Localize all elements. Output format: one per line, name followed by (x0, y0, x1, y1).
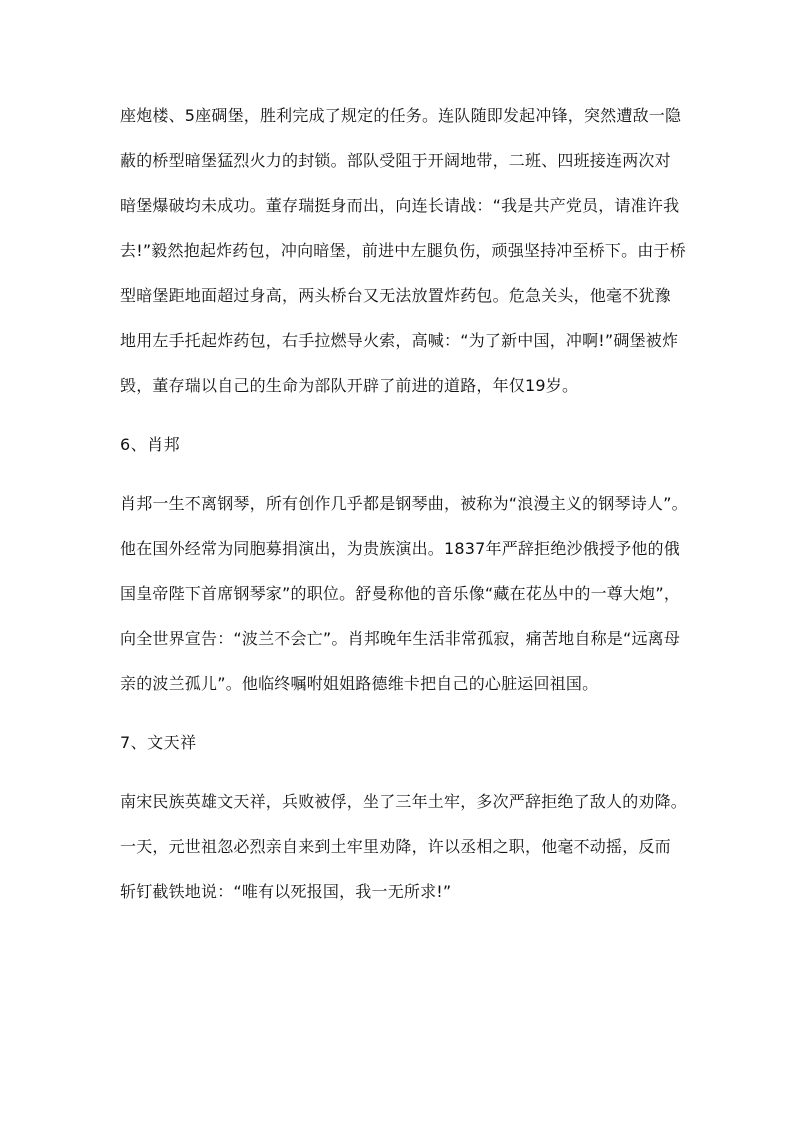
paragraph-3-line-3: 斩钉截铁地说：“唯有以死报国，我一无所求!” (120, 882, 452, 901)
paragraph-2-line-4: 向全世界宣告：“波兰不会亡”。肖邦晚年生活非常孤寂，痛苦地自称是“远离母 (120, 629, 681, 648)
paragraph-1-line-6: 地用左手托起炸药包，右手拉燃导火索，高喊：“为了新中国，冲啊!”碉堡被炸 (120, 331, 679, 350)
paragraph-2-line-1: 肖邦一生不离钢琴，所有创作几乎都是钢琴曲，被称为“浪漫主义的钢琴诗人”。 (120, 494, 688, 513)
paragraph-1-line-1: 座炮楼、5座碉堡，胜利完成了规定的任务。连队随即发起冲锋，突然遭敌一隐 (120, 106, 682, 125)
paragraph-1-line-4: 去!”毅然抱起炸药包，冲向暗堡，前进中左腿负伤，顽强坚持冲至桥下。由于桥 (120, 241, 686, 260)
section-heading-7: 7、文天祥 (120, 733, 197, 752)
paragraph-1-line-2: 蔽的桥型暗堡猛烈火力的封锁。部队受阻于开阔地带，二班、四班接连两次对 (120, 151, 671, 170)
paragraph-1-line-7: 毁，董存瑞以自己的生命为部队开辟了前进的道路，年仅19岁。 (120, 376, 579, 395)
paragraph-2-line-3: 国皇帝陛下首席钢琴家”的职位。舒曼称他的音乐像“藏在花丛中的一尊大炮”， (120, 584, 681, 603)
paragraph-1-line-5: 型暗堡距地面超过身高，两头桥台又无法放置炸药包。危急关头，他毫不犹豫 (120, 286, 671, 305)
paragraph-1-line-3: 暗堡爆破均未成功。董存瑞挺身而出，向连长请战：“我是共产党员，请准许我 (120, 196, 680, 215)
section-heading-6: 6、肖邦 (120, 435, 181, 454)
paragraph-3-line-1: 南宋民族英雄文天祥，兵败被俘，坐了三年土牢，多次严辞拒绝了敌人的劝降。 (120, 792, 688, 811)
paragraph-2-line-5: 亲的波兰孤儿”。他临终嘱咐姐姐路德维卡把自己的心脏运回祖国。 (120, 674, 599, 693)
paragraph-3-line-2: 一天，元世祖忽必烈亲自来到土牢里劝降，许以丞相之职，他毫不动摇，反而 (120, 837, 671, 856)
paragraph-2-line-2: 他在国外经常为同胞募捐演出，为贵族演出。1837年严辞拒绝沙俄授予他的俄 (120, 539, 680, 558)
